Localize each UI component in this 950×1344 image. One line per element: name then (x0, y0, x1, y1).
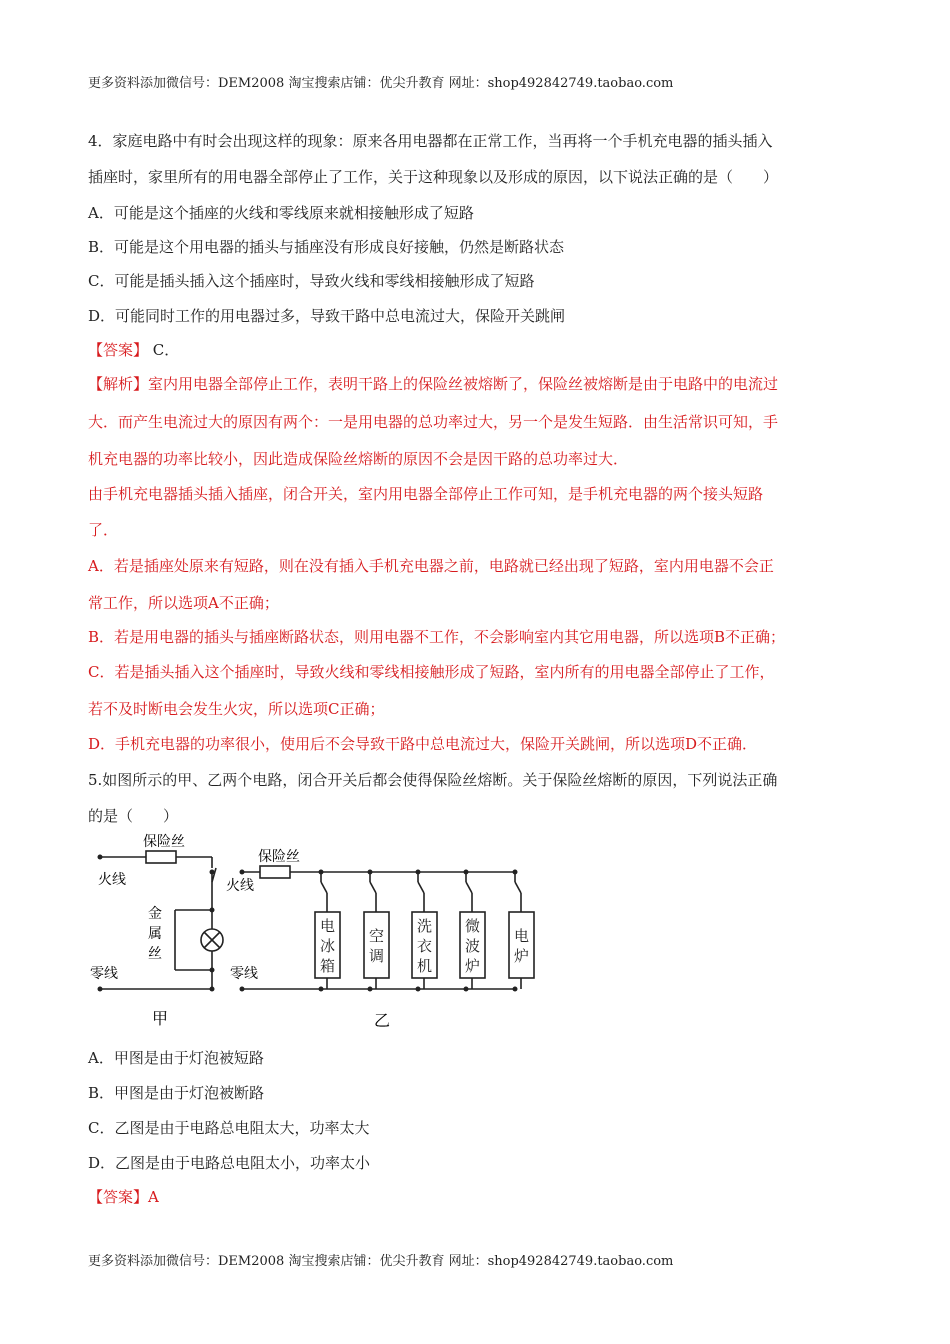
appliance-label-char: 衣 (417, 937, 433, 955)
q4-analysis-line7: 常工作，所以选项A不正确； (88, 594, 279, 612)
q5-answer (88, 1186, 159, 1207)
junction-dot (464, 987, 469, 992)
answer-value: A (148, 1188, 159, 1206)
appliance-label-char: 空 (369, 927, 385, 945)
q5-option-c: C．乙图是由于电路总电阻太大，功率太大 (88, 1119, 370, 1137)
appliance-label-char: 波 (465, 937, 481, 955)
branch-switch (466, 882, 472, 893)
branch-switch (370, 882, 376, 893)
q4-analysis-line2: 大．而产生电流过大的原因有两个：一是用电器的总功率过大，另一个是发生短路．由生活常识可知，手 (88, 413, 779, 431)
appliance-label-char: 炉 (514, 947, 530, 965)
appliance-label-char: 电 (514, 927, 530, 945)
q4-analysis-line10: 若不及时断电会发生火灾，所以选项C正确； (88, 700, 385, 718)
q4-analysis-line4: 由手机充电器插头插入插座，闭合开关，室内用电器全部停止工作可知，是手机充电器的两个接头短路 (88, 485, 764, 503)
q4-analysis-line3: 机充电器的功率比较小，因此造成保险丝熔断的原因不会是因干路的总功率过大． (88, 450, 629, 468)
page-footer: 更多资料添加微信号：DEM2008 淘宝搜索店铺：优尖升教育 网址：shop492842749.taobao.com (88, 1254, 674, 1269)
neutral-label-a: 零线 (90, 966, 118, 982)
answer-tag: 【答案】 (88, 1188, 149, 1206)
branch-switch (321, 882, 327, 893)
fuse-label-a: 保险丝 (143, 834, 185, 850)
q4-option-a: A．可能是这个插座的火线和零线原来就相接触形成了短路 (88, 204, 474, 222)
caption-jia: 甲 (152, 1009, 169, 1028)
q4-analysis-line8: B．若是用电器的插头与插座断路状态，则用电器不工作，不会影响室内其它用电器，所以选项B不正确； (88, 628, 786, 646)
q4-analysis-line11: D．手机充电器的功率很小，使用后不会导致干路中总电流过大，保险开关跳闸，所以选项D不正确． (88, 735, 758, 753)
appliance-label-char: 箱 (320, 957, 336, 975)
analysis-tag: 【解析】 (88, 375, 149, 393)
q4-option-d: D．可能同时工作的用电器过多，导致干路中总电流过大，保险开关跳闸 (88, 307, 566, 325)
metal-wire-label-1: 金 (148, 906, 162, 922)
branch-switch (515, 882, 521, 893)
metal-wire-label-2: 属 (148, 926, 162, 942)
appliance-label-char: 电 (320, 917, 336, 935)
q4-stem-line1: 4．家庭电路中有时会出现这样的现象：原来各用电器都在正常工作，当再将一个手机充电器的插头插入 (88, 132, 773, 150)
neutral-label-b: 零线 (230, 966, 258, 982)
branch-switch (418, 882, 424, 893)
q5-option-a: A．甲图是由于灯泡被短路 (88, 1049, 264, 1067)
junction-dot (416, 987, 421, 992)
live-label-b: 火线 (226, 878, 254, 894)
q5-option-b: B．甲图是由于灯泡被断路 (88, 1084, 265, 1102)
q5-option-d: D．乙图是由于电路总电阻太小，功率太小 (88, 1154, 371, 1172)
caption-yi: 乙 (374, 1011, 391, 1030)
q4-analysis-line6: A．若是插座处原来有短路，则在没有插入手机充电器之前，电路就已经出现了短路，室内用电器不会正 (88, 557, 774, 575)
answer-value: C． (148, 341, 180, 359)
live-label-a: 火线 (98, 872, 126, 888)
appliance-label-char: 炉 (465, 957, 481, 975)
q4-option-b: B．可能是这个用电器的插头与插座没有形成良好接触，仍然是断路状态 (88, 238, 565, 256)
appliance-box (364, 912, 389, 978)
page-header: 更多资料添加微信号：DEM2008 淘宝搜索店铺：优尖升教育 网址：shop492842749.taobao.com (88, 76, 674, 91)
metal-wire-label-3: 丝 (148, 946, 162, 962)
appliance-label-char: 洗 (417, 917, 433, 935)
appliance-group (315, 870, 534, 992)
appliance-box (509, 912, 534, 978)
q4-analysis-line1: 【解析】室内用电器全部停止工作，表明干路上的保险丝被熔断了，保险丝被熔断是由于电路中的电流过 (88, 375, 779, 393)
q4-analysis-line5: 了． (88, 521, 119, 539)
appliance-label-char: 微 (465, 917, 481, 935)
junction-dot (319, 987, 324, 992)
appliance-label-char: 机 (417, 957, 433, 975)
circuit-figure (88, 826, 548, 1032)
junction-dot (513, 987, 518, 992)
q4-option-c: C．可能是插头插入这个插座时，导致火线和零线相接触形成了短路 (88, 272, 535, 290)
appliance-label-char: 调 (369, 947, 385, 965)
q4-answer (88, 339, 179, 360)
q4-analysis-line9: C．若是插头插入这个插座时，导致火线和零线相接触形成了短路，室内所有的用电器全部停止了工作， (88, 663, 775, 681)
q4-stem-line2: 插座时，家里所有的用电器全部停止了工作，关于这种现象以及形成的原因，以下说法正确的是（ ） (88, 168, 779, 186)
fuse-label-b: 保险丝 (258, 849, 300, 865)
q5-stem-line1: 5.如图所示的甲、乙两个电路，闭合开关后都会使得保险丝熔断。关于保险丝熔断的原因，下列说法正确 (88, 771, 778, 789)
appliance-label-char: 冰 (320, 937, 336, 955)
answer-tag: 【答案】 (88, 341, 149, 359)
junction-dot (368, 987, 373, 992)
q5-stem-line2: 的是（ ） (88, 807, 179, 825)
